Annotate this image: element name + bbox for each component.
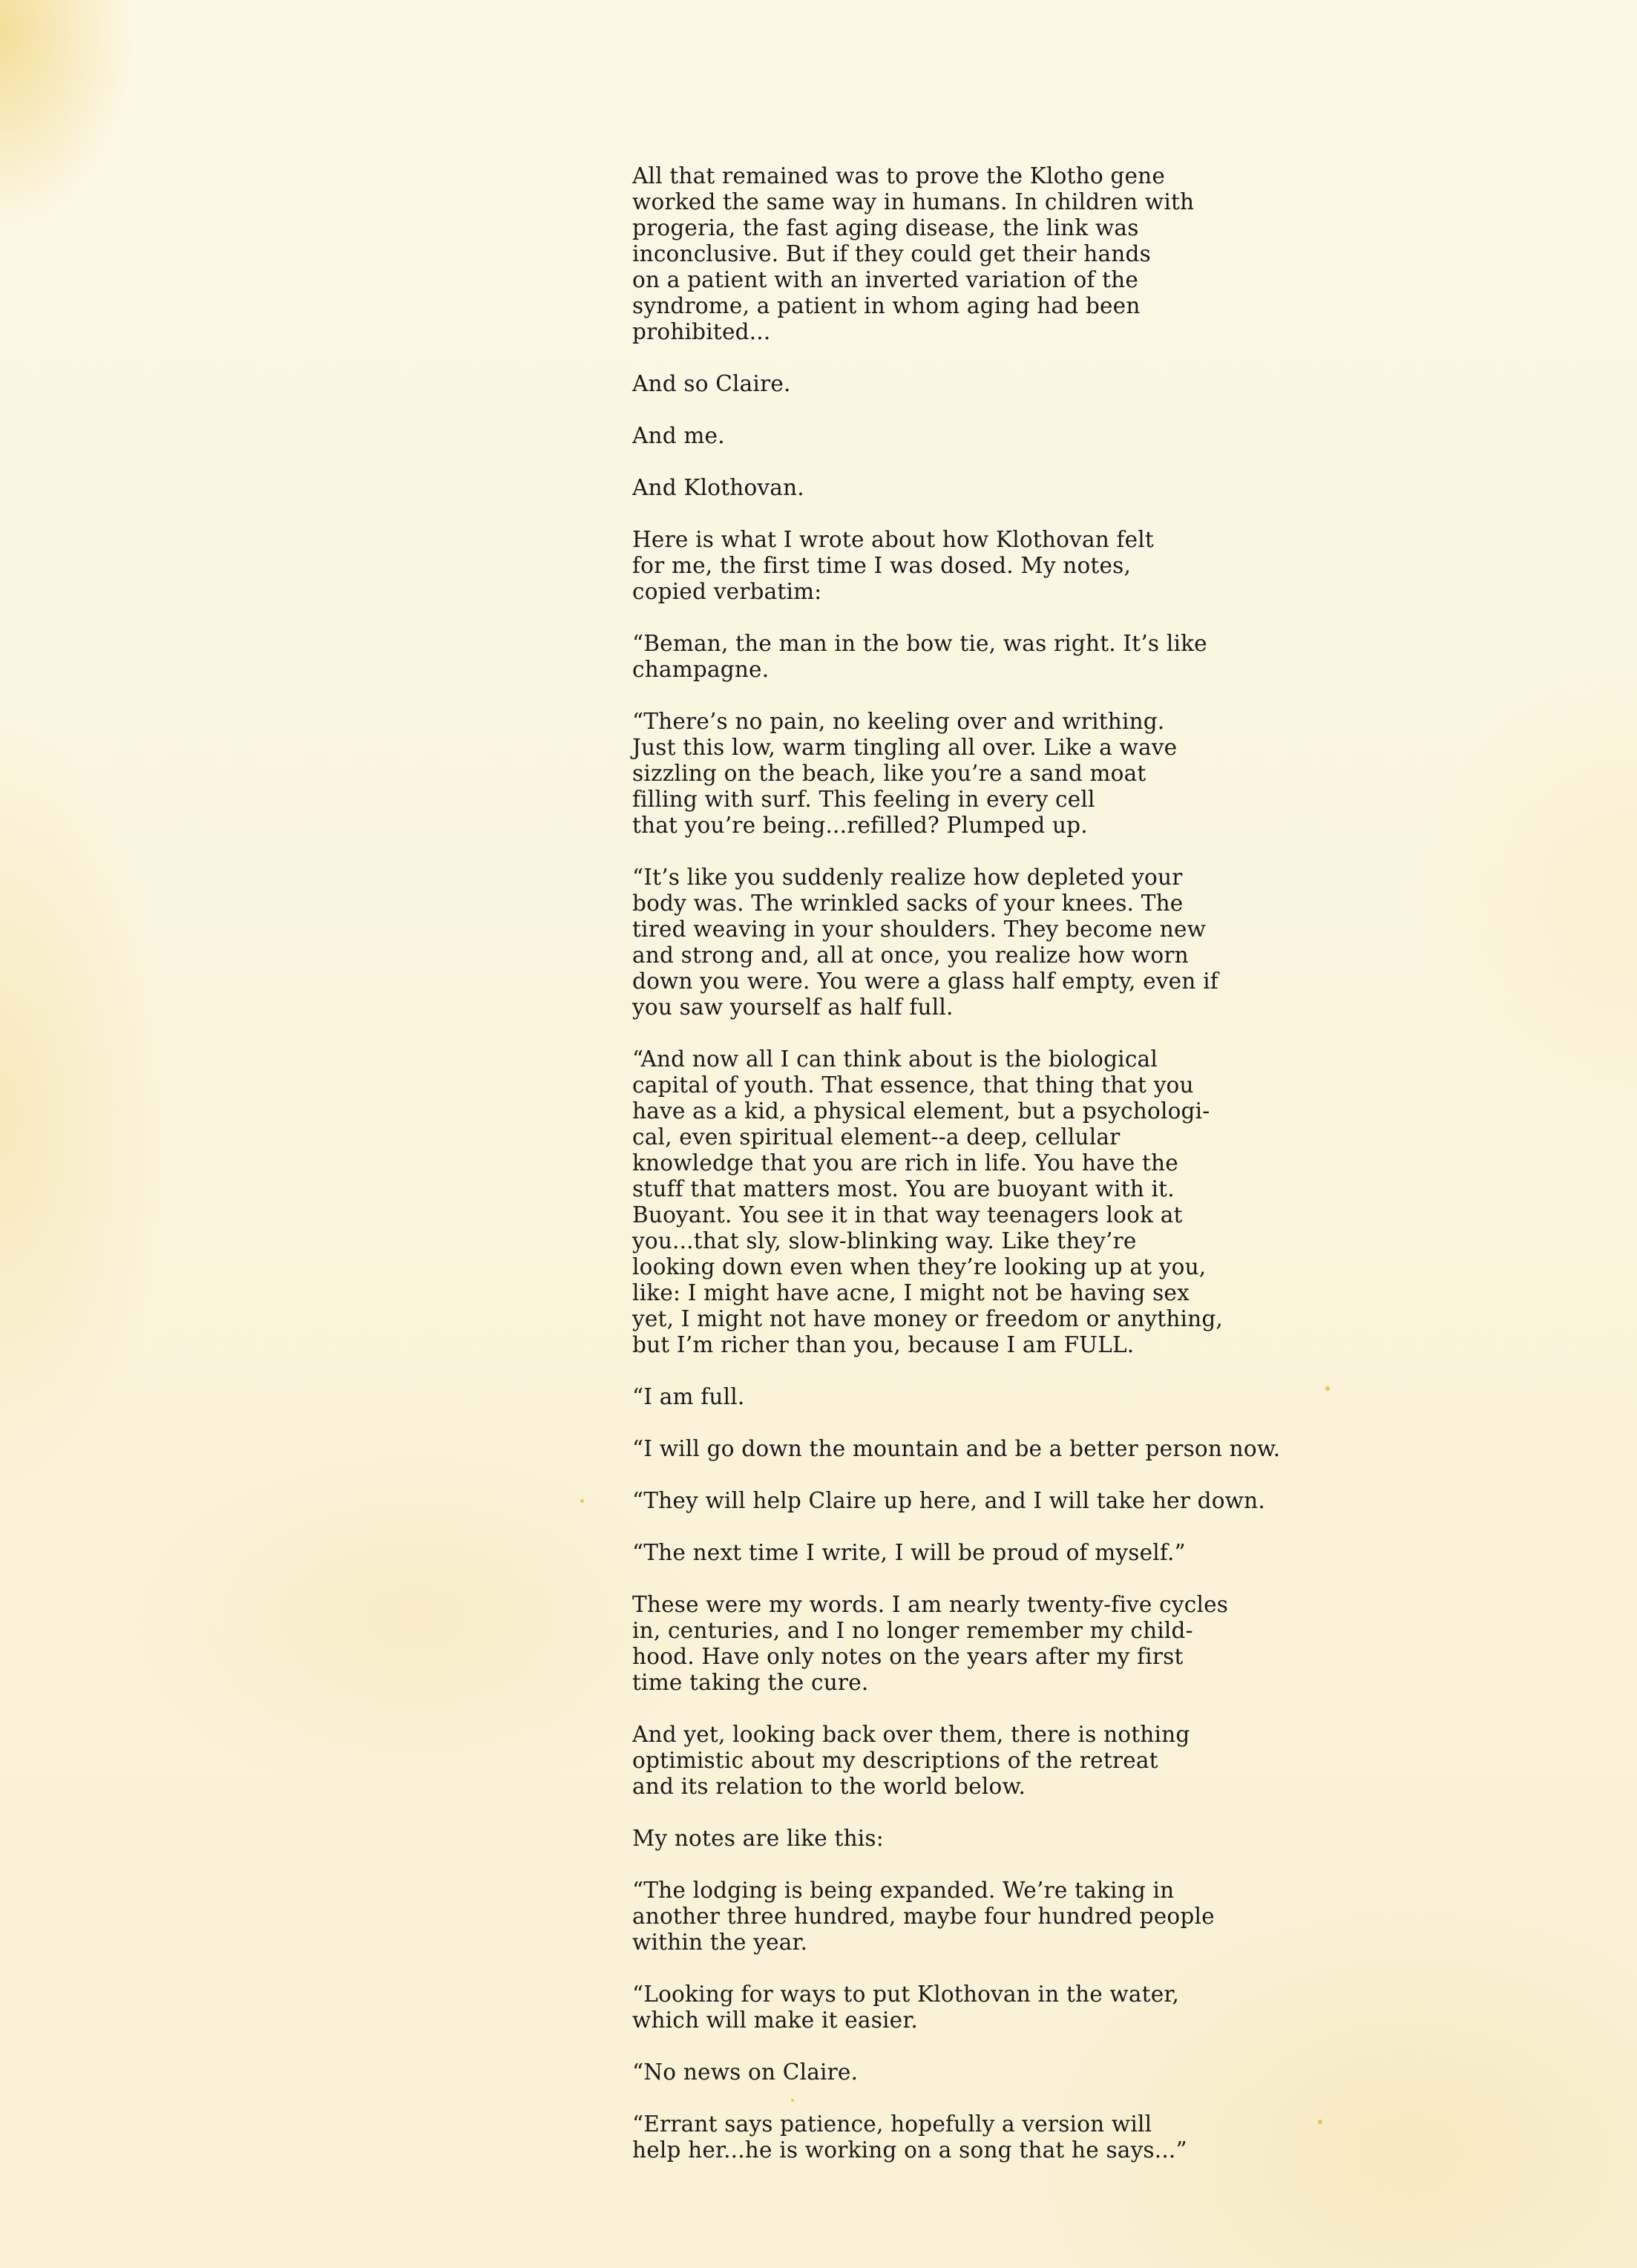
- paragraph: “Looking for ways to put Klothovan in the water, which will make it easier.: [632, 1982, 1180, 2033]
- paper-speck: [580, 1499, 584, 1503]
- paragraph: “I will go down the mountain and be a better person now.: [632, 1436, 1281, 1461]
- paragraph: These were my words. I am nearly twenty-five cycles in, centuries, and I no longer remember my child- hood. Have only notes on the years after my first time taking the cure.: [632, 1592, 1229, 1695]
- paragraph: “The lodging is being expanded. We’re taking in another three hundred, maybe four hundred people within the year.: [632, 1878, 1215, 1955]
- paragraph: “It’s like you suddenly realize how depleted your body was. The wrinkled sacks of your knees. The tired weaving in your shoulders. They become new and strong and, all at once, you realize how worn down you were. You were a glass half empty, even if you saw yourself as half full.: [632, 865, 1218, 1020]
- paragraph: “The next time I write, I will be proud of myself.”: [632, 1540, 1186, 1565]
- paragraph: “They will help Claire up here, and I will take her down.: [632, 1488, 1265, 1513]
- paragraph: And so Claire.: [632, 371, 791, 396]
- paragraph: “There’s no pain, no keeling over and writhing. Just this low, warm tingling all over. Like a wave sizzling on the beach, like you’re a sand moat filling with surf. This feeling in every cell that you’re being...refilled? Plumped up.: [632, 709, 1178, 838]
- paragraph: “Beman, the man in the bow tie, was right. It’s like champagne.: [632, 631, 1207, 682]
- paragraph: All that remained was to prove the Klotho gene worked the same way in humans. In children with progeria, the fast aging disease, the link was inconclusive. But if they could get their hands on a patient with an inverted variation of the syndrome, a patient in whom aging had been prohibited...: [632, 163, 1195, 344]
- paragraph: “I am full.: [632, 1384, 745, 1409]
- paragraph: My notes are like this:: [632, 1826, 884, 1851]
- paragraph: “And now all I can think about is the biological capital of youth. That essence, that thing that you have as a kid, a physical element, but a psychologi- cal, even spiritual element--a deep, cellular knowledge that you are rich in life. You have the stuff that matters most. You are buoyant with it. Buoyant. You see it in that way teenagers look at you...that sly, slow-blinking way. Like they’re looking down even when they’re looking up at you, like: I might have acne, I might not be having sex yet, I might not have money or freedom or anything, but I’m richer than you, because I am FULL.: [632, 1046, 1224, 1357]
- paragraph: Here is what I wrote about how Klothovan felt for me, the first time I was dosed. My notes, copied verbatim:: [632, 527, 1154, 604]
- paragraph: And yet, looking back over them, there is nothing optimistic about my descriptions of the retreat and its relation to the world below.: [632, 1722, 1190, 1799]
- document-page: [632, 163, 1345, 2189]
- paragraph: And Klothovan.: [632, 475, 804, 500]
- paragraph: “Errant says patience, hopefully a version will help her...he is working on a song that he says...”: [632, 2111, 1187, 2163]
- paragraph: And me.: [632, 423, 725, 448]
- paragraph: “No news on Claire.: [632, 2059, 859, 2085]
